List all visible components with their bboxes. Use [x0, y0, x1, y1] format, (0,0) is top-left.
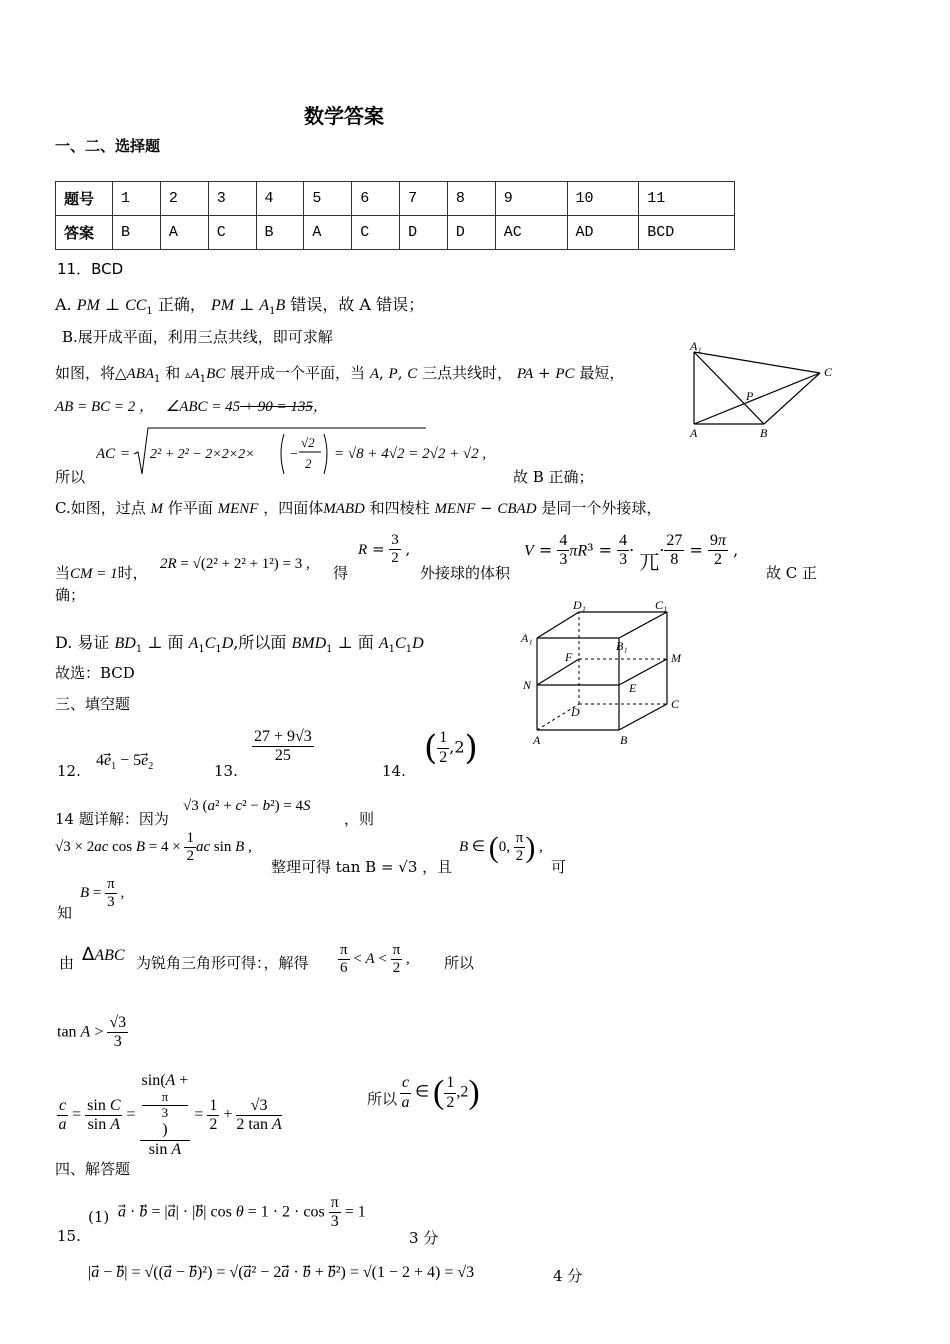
q14-tan: tan A > $\frac{√3}{3}$ [57, 1014, 127, 1051]
table-cell: 10 [567, 182, 639, 216]
ab-equals [55, 395, 328, 416]
ab-line: AB = BC = 2 ， [55, 399, 154, 415]
q14-by: 由 [59, 954, 75, 972]
answer-table [55, 181, 735, 250]
text-fragment: 时， [117, 564, 148, 582]
label-a: A [690, 426, 698, 440]
q13-answer: $\frac{27 + 9√3}{25}$ [254, 728, 312, 765]
q15-part1: (1) [88, 1208, 110, 1226]
label-m: M [671, 651, 681, 665]
ac-conclusion: 故 B 正确； [513, 468, 594, 486]
label-f: F [565, 650, 573, 664]
q14-label: 14. [382, 762, 406, 780]
q11-option-c: C.如图，过点 M 作平面 MENF ，四面体MABD 和四棱柱 MENF − CBAD 是同一个外接球， [55, 499, 662, 517]
q11-b-figure-text: 如图，将$\triangle ABA_1$ 和 $▵A_1BC$ 展开成一个平面，当 A, P, C 三点共线时， PA + PC 最短， [55, 364, 625, 385]
q14-intro: 14 题详解：因为 [55, 810, 169, 828]
label-c1: C₁ [655, 598, 668, 612]
text-fragment: D. 易证 [55, 633, 110, 652]
table-cell: 11 [639, 182, 735, 216]
pi-glyph: 兀 [639, 550, 660, 575]
q14-given: √3 (a² + c² − b²) = 4S [183, 798, 311, 814]
svg-text:2² + 2² − 2×2×2×: 2² + 2² − 2×2×2× [150, 447, 255, 462]
ac-formula-svg [96, 424, 516, 480]
angle-strike: + 90 = 135 [240, 399, 313, 415]
q14-ratio: $\frac{c}{a}$ = $\frac{\text{sin C}}{\text{sin A}}$ = sin(A + π 3 ) sin A = $\frac{1}{2}$ + $\frac{√3}{\text{2 tan A}}$ [58, 1072, 282, 1158]
label-b: B [760, 426, 768, 440]
edge [694, 352, 820, 373]
text-fragment: 展开成一个平面，当 [230, 364, 366, 382]
table-cell: 5 [304, 182, 352, 216]
label-d1: D₁ [573, 598, 586, 612]
svg-text:2: 2 [305, 456, 312, 471]
label-c: C [671, 697, 680, 711]
svg-text:= √8 + 4√2 = 2√2 + √2 ,: = √8 + 4√2 = 2√2 + √2 , [334, 446, 487, 462]
q14-answer: ( $\frac{1}{2}$ ,2) [424, 728, 478, 768]
text-fragment: 和四棱柱 [369, 499, 430, 517]
q14-triangle: ΔABC [82, 944, 125, 965]
section-heading-choice: 一、二、选择题 [55, 137, 161, 155]
option-a-text2: 错误，故 A 错误； [290, 295, 425, 314]
label-n: N [523, 678, 532, 692]
table-cell: 1 [113, 182, 161, 216]
c-result: 故 C 正 [766, 564, 818, 582]
table-cell: 9 [495, 182, 567, 216]
section-heading-solve: 四、解答题 [55, 1160, 131, 1178]
q14-b-value: B = $\frac{\pi}{3}$ , [80, 876, 125, 911]
text-fragment: 和 [165, 364, 181, 382]
text-fragment: 面 [357, 633, 374, 652]
angle-end: ， [312, 399, 328, 415]
q11-option-a: A. PM ⊥ $CC_1$ 正确， PM ⊥ $A_1B$ 错误，故 A 错误； [55, 295, 425, 318]
table-cell: B [113, 216, 161, 250]
q14-know: 知 [57, 904, 73, 922]
q15-norm: |a⃗ − b⃗| = √((a⃗ − b⃗)²) = √(a⃗² − 2a⃗ · b⃗ + b⃗²) = √(1 − 2 + 4) = √3 [88, 1264, 475, 1281]
q14-can: 可 [551, 858, 567, 876]
q11-choose: 故选：BCD [55, 664, 135, 682]
q14-final: $\frac{c}{a}$ ∈ ( $\frac{1}{2}$ ,2) [401, 1074, 480, 1111]
c-vol-label: 外接球的体积 [420, 564, 511, 582]
table-cell: 8 [447, 182, 495, 216]
q14-organize: 整理可得 tan B = √3 ，且 [271, 858, 453, 876]
label-a: A [533, 733, 541, 747]
svg-text:√2: √2 [301, 435, 315, 450]
label-b: B [620, 733, 628, 747]
table-cell: BCD [639, 216, 735, 250]
text-fragment: 三点共线时， [422, 364, 513, 382]
table-row [56, 216, 735, 250]
q14-so: 所以 [444, 954, 475, 972]
q14-acute: 为锐角三角形可得：，解得 [136, 954, 309, 972]
label-a1: A₁ [690, 339, 702, 353]
q14-b-range: B ∈ (0, $\frac{\pi}{2}$ ) , [459, 830, 543, 865]
figure-prism [515, 594, 695, 749]
edge [694, 352, 764, 424]
page-title: 数学答案 [304, 104, 384, 128]
edge [764, 373, 820, 424]
q13-label: 13. [214, 762, 238, 780]
option-a-text1: 正确， [157, 295, 206, 314]
text-fragment: CM = 1 [70, 566, 118, 582]
label-c: C [824, 365, 833, 379]
c-get: 得 [333, 564, 349, 582]
q11-option-b: B.展开成平面，利用三点共线，即可求解 [62, 328, 333, 346]
text-fragment: ，四面体 [263, 499, 324, 517]
text-fragment: 面 [167, 633, 184, 652]
c-2r: 2R = √(2² + 2² + 1²) = 3 , [160, 556, 310, 572]
table-cell: D [447, 216, 495, 250]
svg-text:−: − [289, 447, 299, 462]
q15-score1: 3 分 [409, 1229, 439, 1247]
table-cell: B [256, 216, 304, 250]
table-cell: AD [567, 216, 639, 250]
table-cell: 7 [400, 182, 448, 216]
ac-so: 所以 [55, 468, 86, 486]
q11-heading: 11．BCD [57, 260, 124, 278]
q12-label: 12. [57, 762, 81, 780]
text-fragment: C.如图，过点 [55, 499, 146, 517]
table-cell: 2 [160, 182, 208, 216]
text-fragment: 如图，将△ [55, 364, 127, 382]
angle-abc: ∠ABC = 45 [165, 399, 241, 415]
label-p: P [746, 389, 754, 403]
table-cell: 3 [208, 182, 256, 216]
svg-text:=: = [120, 446, 131, 462]
ac-formula [96, 424, 516, 484]
q11-option-d: D. 易证 $BD_1$ ⊥ 面 $A_1C_1D$,所以面 $BMD_1$ ⊥ 面 $A_1C_1D$ [55, 633, 424, 656]
q15-score2: 4 分 [553, 1267, 583, 1285]
table-cell: 6 [352, 182, 400, 216]
q15-dot: a⃗ · b⃗ = |a⃗| · |b⃗| cos θ = 1 · 2 · cos $\frac{\pi}{3}$ = 1 [118, 1194, 366, 1231]
table-cell: 4 [256, 182, 304, 216]
option-a-label: A. [55, 295, 72, 314]
section-heading-fill: 三、填空题 [55, 695, 131, 713]
q14-eq2: √3 × 2ac cos B = 4 × $\frac{1}{2}$ ac sin B , [55, 830, 252, 865]
table-header-answer: 答案 [56, 216, 113, 250]
table-cell: C [208, 216, 256, 250]
label-a1: A₁ [521, 631, 533, 645]
q14-a-range: $\frac{\pi}{6}$ < A < $\frac{\pi}{2}$ , [340, 942, 410, 977]
text-fragment: 当 [55, 564, 71, 582]
table-cell: C [352, 216, 400, 250]
q12-answer: $4e_1 - 5e_2$ [96, 752, 154, 773]
q15-label: 15. [57, 1227, 81, 1245]
table-cell: D [400, 216, 448, 250]
table-cell: A [304, 216, 352, 250]
c-result2: 确； [55, 586, 86, 604]
q14-then: ，则 [344, 810, 375, 828]
q14-so2: 所以 [367, 1090, 398, 1108]
svg-text:AC: AC [96, 446, 116, 462]
c-r: R = $\frac{3}{2}$ , [358, 532, 411, 567]
label-e: E [629, 681, 637, 695]
text-fragment: 作平面 [167, 499, 213, 517]
c-when [55, 562, 148, 583]
text-fragment: ,所以面 [233, 633, 287, 652]
c-vol-formula: V = $\frac{4}{3}$ πR³ = $\frac{4}{3}$ · 兀· $\frac{27}{8}$ = $\frac{9\pi}{2}$ , [524, 532, 739, 575]
table-cell: A [160, 216, 208, 250]
text-fragment: 是同一个外接球， [541, 499, 662, 517]
label-b1: B₁ [616, 639, 628, 653]
label-d: D [571, 705, 580, 719]
table-header-number: 题号 [56, 182, 113, 216]
table-row [56, 182, 735, 216]
text-fragment: 最短， [579, 364, 625, 382]
table-cell: AC [495, 216, 567, 250]
figure-unfolded-triangle [680, 338, 850, 443]
